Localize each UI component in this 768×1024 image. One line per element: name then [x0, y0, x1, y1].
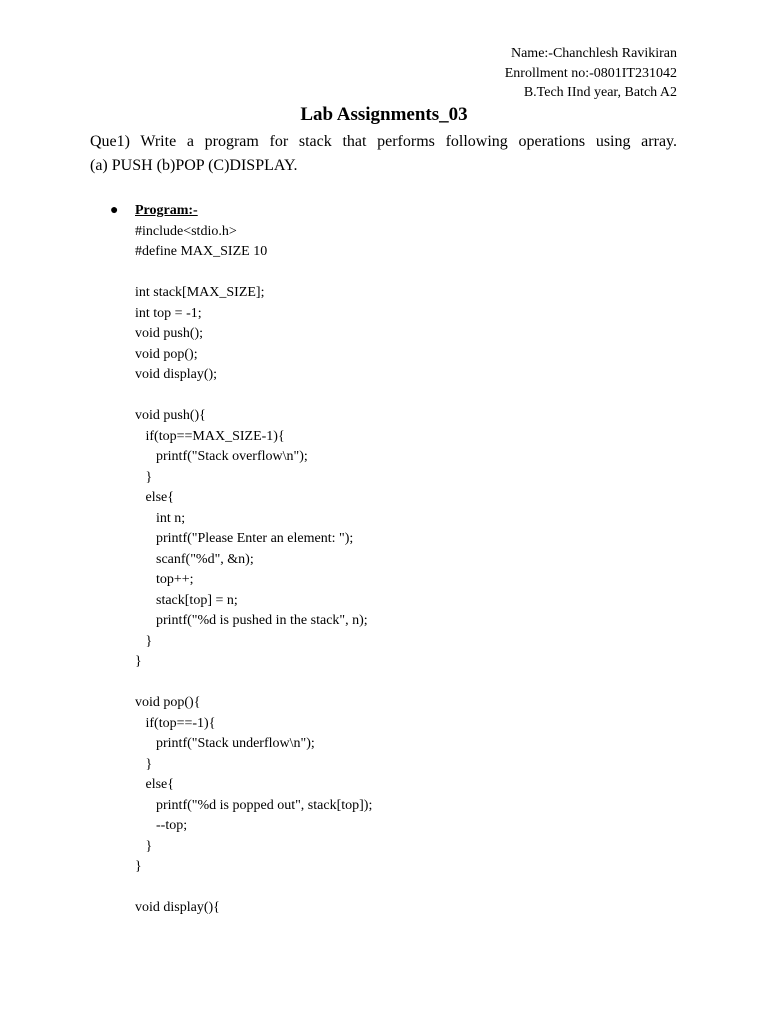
code-line — [135, 386, 372, 407]
code-line: void push(); — [135, 326, 204, 341]
enrollment-number: Enrollment no:-0801IT231042 — [504, 65, 677, 81]
code-line: scanf("%d", &n); — [135, 551, 254, 567]
code-line: #include<stdio.h> — [135, 223, 237, 239]
code-line — [135, 878, 372, 899]
code-line: } — [135, 838, 153, 854]
code-line — [135, 673, 372, 694]
code-line: void pop(){ — [135, 695, 201, 710]
code-line: --top; — [135, 818, 188, 833]
student-name: Name:-Chanchlesh Ravikiran — [510, 46, 677, 61]
question-line-1: Que1) Write a program for stack that performs following operations using array. — [90, 133, 677, 150]
code-line: void display(){ — [135, 900, 220, 915]
code-line: if(top==-1){ — [135, 715, 216, 731]
bullet-icon: ● — [110, 203, 119, 218]
code-line: } — [135, 756, 153, 772]
program-heading: Program:- — [135, 203, 198, 218]
code-line: if(top==MAX_SIZE-1){ — [135, 428, 285, 444]
code-line: int stack[MAX_SIZE]; — [135, 285, 265, 300]
code-line: } — [135, 654, 142, 669]
code-line: stack[top] = n; — [135, 592, 238, 608]
code-line: } — [135, 469, 153, 485]
code-block — [135, 222, 372, 919]
question-text — [90, 130, 677, 178]
code-line: int top = -1; — [135, 305, 202, 321]
code-line: else{ — [135, 777, 174, 792]
document-title: Lab Assignments_03 — [300, 104, 468, 125]
code-line: printf("Stack underflow\n"); — [135, 736, 315, 751]
code-line: printf("%d is popped out", stack[top]); — [135, 797, 373, 813]
code-line: } — [135, 633, 153, 649]
code-line: } — [135, 859, 142, 874]
code-line: printf("Stack overflow\n"); — [135, 449, 308, 464]
code-line: #define MAX_SIZE 10 — [135, 244, 268, 259]
code-line: void pop(); — [135, 346, 198, 362]
code-line — [135, 263, 372, 284]
code-line: int n; — [135, 510, 186, 526]
code-line: top++; — [135, 572, 194, 587]
code-line: void display(); — [135, 367, 218, 382]
course-batch: B.Tech IInd year, Batch A2 — [523, 85, 677, 100]
code-line: printf("%d is pushed in the stack", n); — [135, 613, 368, 628]
code-line: void push(){ — [135, 408, 206, 423]
student-info — [505, 44, 677, 103]
code-line: printf("Please Enter an element: "); — [135, 531, 354, 546]
question-line-2: (a) PUSH (b)POP (C)DISPLAY. — [90, 157, 298, 174]
code-line: else{ — [135, 490, 174, 505]
